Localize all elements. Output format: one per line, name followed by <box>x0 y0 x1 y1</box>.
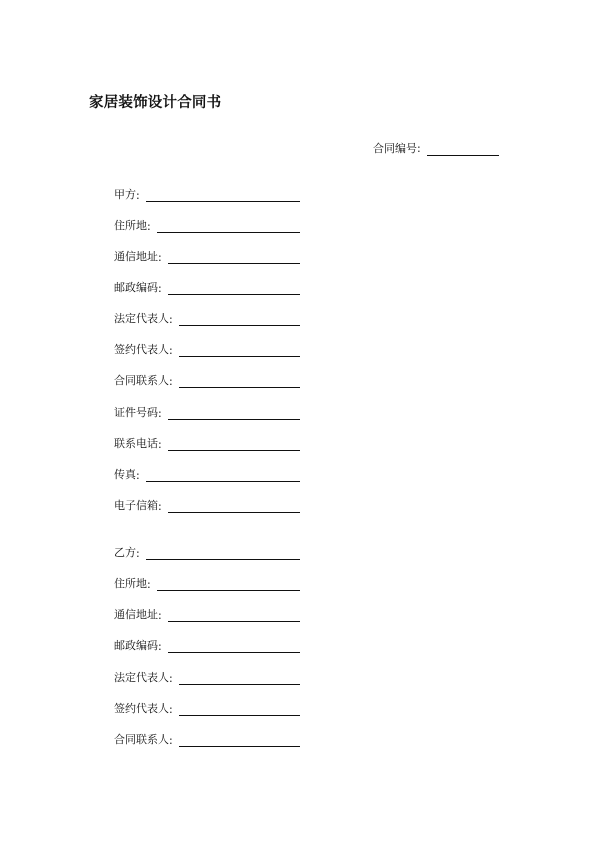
field-colon: : <box>158 438 162 451</box>
field-colon: : <box>169 313 173 326</box>
field-label: 住所地 <box>114 577 147 590</box>
party-a-residence-field <box>114 217 300 233</box>
field-colon: : <box>147 220 151 233</box>
field-label: 邮政编码 <box>114 281 158 294</box>
field-colon: : <box>158 251 162 264</box>
party-b-contact-field <box>114 731 300 747</box>
party-a-postcode-blank[interactable] <box>168 282 300 295</box>
party-b-legal-rep-field <box>114 669 300 685</box>
field-label: 签约代表人 <box>114 702 169 715</box>
party-a-address-blank[interactable] <box>168 251 300 264</box>
field-colon: : <box>147 578 151 591</box>
party-b-residence-field <box>114 575 300 591</box>
party-b-legal-rep-blank[interactable] <box>179 672 300 685</box>
field-colon: : <box>158 500 162 513</box>
party-a-id-number-field <box>114 404 300 420</box>
party-a-phone-field <box>114 435 300 451</box>
field-label: 合同联系人 <box>114 374 169 387</box>
field-colon: : <box>169 375 173 388</box>
field-colon: : <box>169 344 173 357</box>
party-b-name-blank[interactable] <box>146 547 300 560</box>
field-colon: : <box>169 703 173 716</box>
field-label: 通信地址 <box>114 250 158 263</box>
party-a-legal-rep-field <box>114 310 300 326</box>
party-a-signing-rep-field <box>114 341 300 357</box>
field-colon: : <box>169 734 173 747</box>
field-label: 乙方 <box>114 546 136 559</box>
field-label: 证件号码 <box>114 406 158 419</box>
field-label: 传真 <box>114 468 136 481</box>
contract-number-blank[interactable] <box>427 143 499 156</box>
party-b-contact-blank[interactable] <box>179 734 300 747</box>
field-label: 签约代表人 <box>114 343 169 356</box>
party-a-legal-rep-blank[interactable] <box>179 313 300 326</box>
contract-number-label: 合同编号: <box>373 142 421 155</box>
field-colon: : <box>158 609 162 622</box>
party-a-signing-rep-blank[interactable] <box>179 344 300 357</box>
field-label: 住所地 <box>114 219 147 232</box>
party-a-email-blank[interactable] <box>168 500 300 513</box>
party-a-phone-blank[interactable] <box>168 438 300 451</box>
party-a-postcode-field <box>114 279 300 295</box>
field-colon: : <box>158 282 162 295</box>
party-a-residence-blank[interactable] <box>157 220 300 233</box>
party-b-postcode-blank[interactable] <box>168 640 300 653</box>
field-colon: : <box>136 469 140 482</box>
field-label: 通信地址 <box>114 608 158 621</box>
party-a-contact-blank[interactable] <box>179 375 300 388</box>
field-label: 甲方 <box>114 188 136 201</box>
party-b-address-blank[interactable] <box>168 609 300 622</box>
field-label: 法定代表人 <box>114 671 169 684</box>
party-b-name-field <box>114 544 300 560</box>
field-colon: : <box>158 640 162 653</box>
party-b-residence-blank[interactable] <box>157 578 300 591</box>
party-a-name-blank[interactable] <box>146 189 300 202</box>
document-title: 家居装饰设计合同书 <box>89 95 222 111</box>
party-b-address-field <box>114 606 300 622</box>
party-a-fax-field <box>114 466 300 482</box>
party-a-fax-blank[interactable] <box>146 469 300 482</box>
party-b-postcode-field <box>114 637 300 653</box>
party-b-signing-rep-blank[interactable] <box>179 703 300 716</box>
field-colon: : <box>136 189 140 202</box>
party-a-id-number-blank[interactable] <box>168 407 300 420</box>
field-colon: : <box>169 672 173 685</box>
field-label: 合同联系人 <box>114 733 169 746</box>
party-b-signing-rep-field <box>114 700 300 716</box>
party-a-name-field <box>114 186 300 202</box>
party-a-address-field <box>114 248 300 264</box>
field-colon: : <box>136 547 140 560</box>
party-a-contact-field <box>114 372 300 388</box>
field-colon: : <box>158 407 162 420</box>
party-a-email-field <box>114 497 300 513</box>
field-label: 邮政编码 <box>114 639 158 652</box>
field-label: 法定代表人 <box>114 312 169 325</box>
field-label: 电子信箱 <box>114 499 158 512</box>
contract-number-field <box>373 140 499 156</box>
field-label: 联系电话 <box>114 437 158 450</box>
